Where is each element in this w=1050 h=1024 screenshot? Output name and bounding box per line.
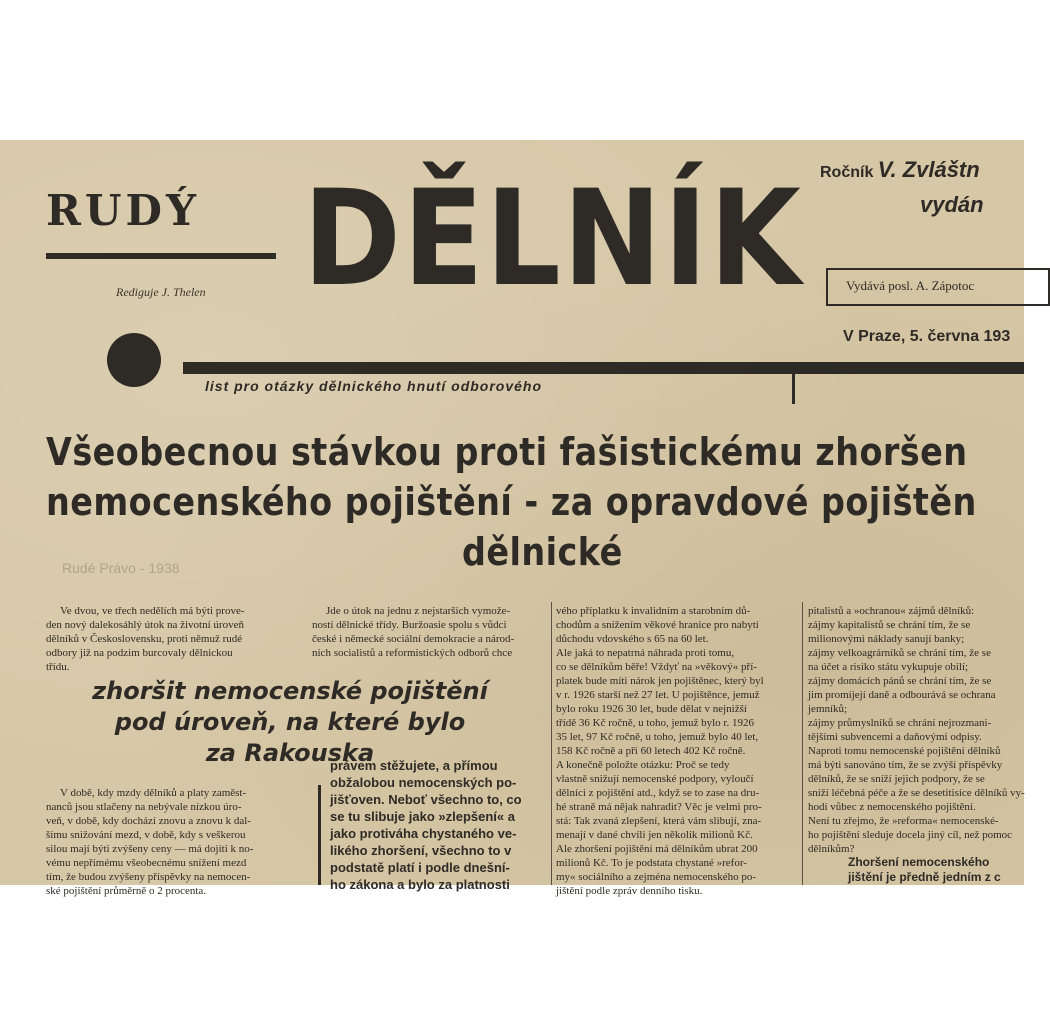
subtitle-bar	[183, 362, 1024, 374]
text-line: má býti sanováno tím, že se zvýší příspěvky	[808, 759, 1003, 771]
text-line: se tu slibuje jako »zlepšení« a	[330, 809, 515, 824]
text-line: hé straně má nějak nahradit? Věc je velmi pro-	[556, 801, 762, 813]
subtitle-tick	[792, 374, 795, 404]
text-line: ních socialistů a reformistických odborů chce	[312, 647, 513, 659]
article-column-2	[312, 604, 547, 664]
text-line: jim promíjejí daně a odbourává se ochrana	[808, 689, 996, 701]
article-column-3	[556, 604, 796, 897]
text-line: vému nepřímému všeobecnému snížení mezd	[46, 857, 247, 869]
subhead-line-1: zhoršit nemocenské pojištění	[92, 677, 488, 705]
text-line: Zhoršení nemocenského	[848, 855, 990, 869]
text-line: právem stěžujete, a přímou	[330, 758, 498, 773]
text-line: 158 Kč ročně a při 60 letech 402 Kč ročně.	[556, 745, 746, 757]
column-4-bold-lead	[848, 855, 1028, 885]
text-line: vlastně snižují nemocenské podpory, vyloučí	[556, 773, 754, 785]
text-line: důchodu vdovského s 65 na 60 let.	[556, 633, 709, 645]
article-column-1	[46, 604, 296, 679]
text-line: třídu.	[46, 661, 70, 673]
text-line: dělníci z pojištění atd., když se to zase na dru-	[556, 787, 760, 799]
text-line: zájmy velkoagrárníků se chrání tím, že se	[808, 647, 991, 659]
volume-prefix: Ročník	[820, 164, 874, 181]
text-line: hodí vůbec z nemocenského pojištění.	[808, 801, 976, 813]
headline-line-3: dělnické	[462, 530, 623, 574]
date-line: V Praze, 5. června 193	[843, 328, 1011, 345]
headline-line-2: nemocenského pojištění - za opravdové pojištěn	[46, 480, 977, 524]
text-line: veň, v době, kdy dochází znovu a znovu k dal-	[46, 815, 251, 827]
masthead-title: DĚLNÍK	[303, 160, 803, 316]
text-line: Jde o útok na jednu z nejstarších vymože-	[326, 605, 511, 617]
text-line: sníží léčebná péče a že se desetitisíce dělníků vy-	[808, 787, 1025, 799]
text-line: jemníků;	[808, 703, 848, 715]
text-line: V době, kdy mzdy dělníků a platy zaměst-	[60, 787, 247, 799]
text-line: třídě 36 Kč ročně, u toho, jemuž bylo r. 1926	[556, 717, 754, 729]
text-line: zájmy kapitalistů se chrání tím, že se	[808, 619, 971, 631]
bold-column-rule	[318, 785, 321, 885]
text-line: Ale zhoršení pojištění má dělníkům ubrat 200	[556, 843, 758, 855]
text-line: zájmy průmyslníků se chrání nejrozmani-	[808, 717, 992, 729]
article-subhead	[40, 676, 540, 769]
subhead-line-2: pod úroveň, na které bylo	[114, 708, 466, 736]
subhead-line-3: za Rakouska	[205, 739, 375, 767]
text-line: my« sociálního a zejména nemocenského po-	[556, 871, 757, 883]
text-line: Naproti tomu nemocenské pojištění dělníků	[808, 745, 1001, 757]
text-line: podstatě platí i podle dnešní-	[330, 860, 510, 875]
text-line: dělníků v Československu, proti němuž rudé	[46, 633, 243, 645]
text-line: obžalobou nemocenských po-	[330, 775, 517, 790]
text-line: milionovými náklady sanují banky;	[808, 633, 965, 645]
text-line: bylo roku 1926 30 let, bude dělat v nejnižší	[556, 703, 747, 715]
masthead-rule-left	[46, 253, 276, 259]
text-line: pitalistů a »ochranou« zájmů dělníků:	[808, 605, 975, 617]
editor-credit: Rediguje J. Thelen	[116, 285, 206, 299]
text-line: A konečně položte otázku: Proč se tedy	[556, 759, 730, 771]
text-line: Ve dvou, ve třech nedělích má býti prove-	[60, 605, 245, 617]
text-line: Není tu zřejmo, že »reforma« nemocenské-	[808, 815, 999, 827]
text-line: ské pojištění průměrně o 2 procenta.	[46, 885, 207, 897]
newspaper-page	[0, 140, 1025, 897]
text-line: Ale jaká to nepatrná náhrada proti tomu,	[556, 647, 735, 659]
article-column-4	[808, 604, 1048, 864]
text-line: jako protiváha chystaného ve-	[330, 826, 517, 841]
volume-rest: V. Zvláštn	[877, 157, 980, 182]
column-divider-3	[551, 602, 552, 885]
text-line: ho pojištění sleduje docela jiný cíl, než pomoc	[808, 829, 1013, 841]
headline-line-1: Všeobecnou stávkou proti fašistickému zhoršen	[46, 430, 968, 474]
text-line: likého zhoršení, všechno to v	[330, 843, 512, 858]
show-through-text: Rudé Právo - 1938	[62, 560, 180, 576]
text-line: na účet a risiko státu vykupuje obilí;	[808, 661, 969, 673]
text-line: odbory již na podzim burcovaly dělnickou	[46, 647, 233, 659]
masthead-subtitle: list pro otázky dělnického hnutí odborového	[205, 378, 543, 394]
text-line: 35 let, 97 Kč ročně, u toho, jemuž bylo 40 let,	[556, 731, 759, 743]
column-divider-4	[802, 602, 803, 885]
text-line: zájmy domácích pánů se chrání tím, že se	[808, 675, 992, 687]
publisher-line: Vydává posl. A. Zápotoc	[846, 278, 975, 293]
text-line: den nový dalekosáhlý útok na životní úroveň	[46, 619, 244, 631]
text-line: české i německé sociální demokracie a národ-	[312, 633, 515, 645]
text-line: stá: Tak zvaná zlepšení, která vám slibují, zna-	[556, 815, 762, 827]
text-line: co se dělníkům běře! Vždyť na »věkový« pří-	[556, 661, 757, 673]
text-line: milionů Kč. To je podstata chystané »refor-	[556, 857, 747, 869]
text-line: tějšími subvencemi a daňovými odpisy.	[808, 731, 982, 743]
text-line: vého příplatku k invalidním a starobním dů-	[556, 605, 751, 617]
volume-line	[820, 157, 980, 183]
text-line: ností dělnické třídy. Buržoasie spolu s vůdci	[312, 619, 507, 631]
text-line: platek bude míti nárok jen pojištěnec, který byl	[556, 675, 764, 687]
text-line: dělníků, že se sníží jejich podpory, že se	[808, 773, 985, 785]
text-line: jišťoven. Neboť všechno to, co	[330, 792, 522, 807]
text-line: tím, že budou zvýšeny příspěvky na nemocen-	[46, 871, 251, 883]
text-line: šímu snižování mezd, v době, kdy s veškerou	[46, 829, 246, 841]
article-column-bold	[330, 757, 548, 892]
text-line: nanců jsou stlačeny na nebývale nízkou úro-	[46, 801, 242, 813]
masthead-left-word: RUDÝ	[46, 186, 200, 235]
text-line: jištění podle zpráv denního tisku.	[556, 885, 703, 897]
text-line: v r. 1926 starší než 27 let. U pojištěnce, jemuž	[556, 689, 760, 701]
article-column-lower-left	[46, 786, 296, 897]
text-line: menají v dané chvíli jen několik milionů Kč.	[556, 829, 753, 841]
text-line: ho zákona a bylo za platnosti	[330, 877, 510, 892]
text-line: dělníkům?	[808, 843, 855, 855]
text-line: jištění je předně jedním z c	[848, 870, 1001, 884]
masthead-dot	[107, 333, 161, 387]
text-line: chodům a snížením věkové hranice pro nabytí	[556, 619, 759, 631]
edition-line: vydán	[920, 192, 984, 217]
text-line: silou mají býti zvýšeny ceny — má dojíti k no-	[46, 843, 254, 855]
